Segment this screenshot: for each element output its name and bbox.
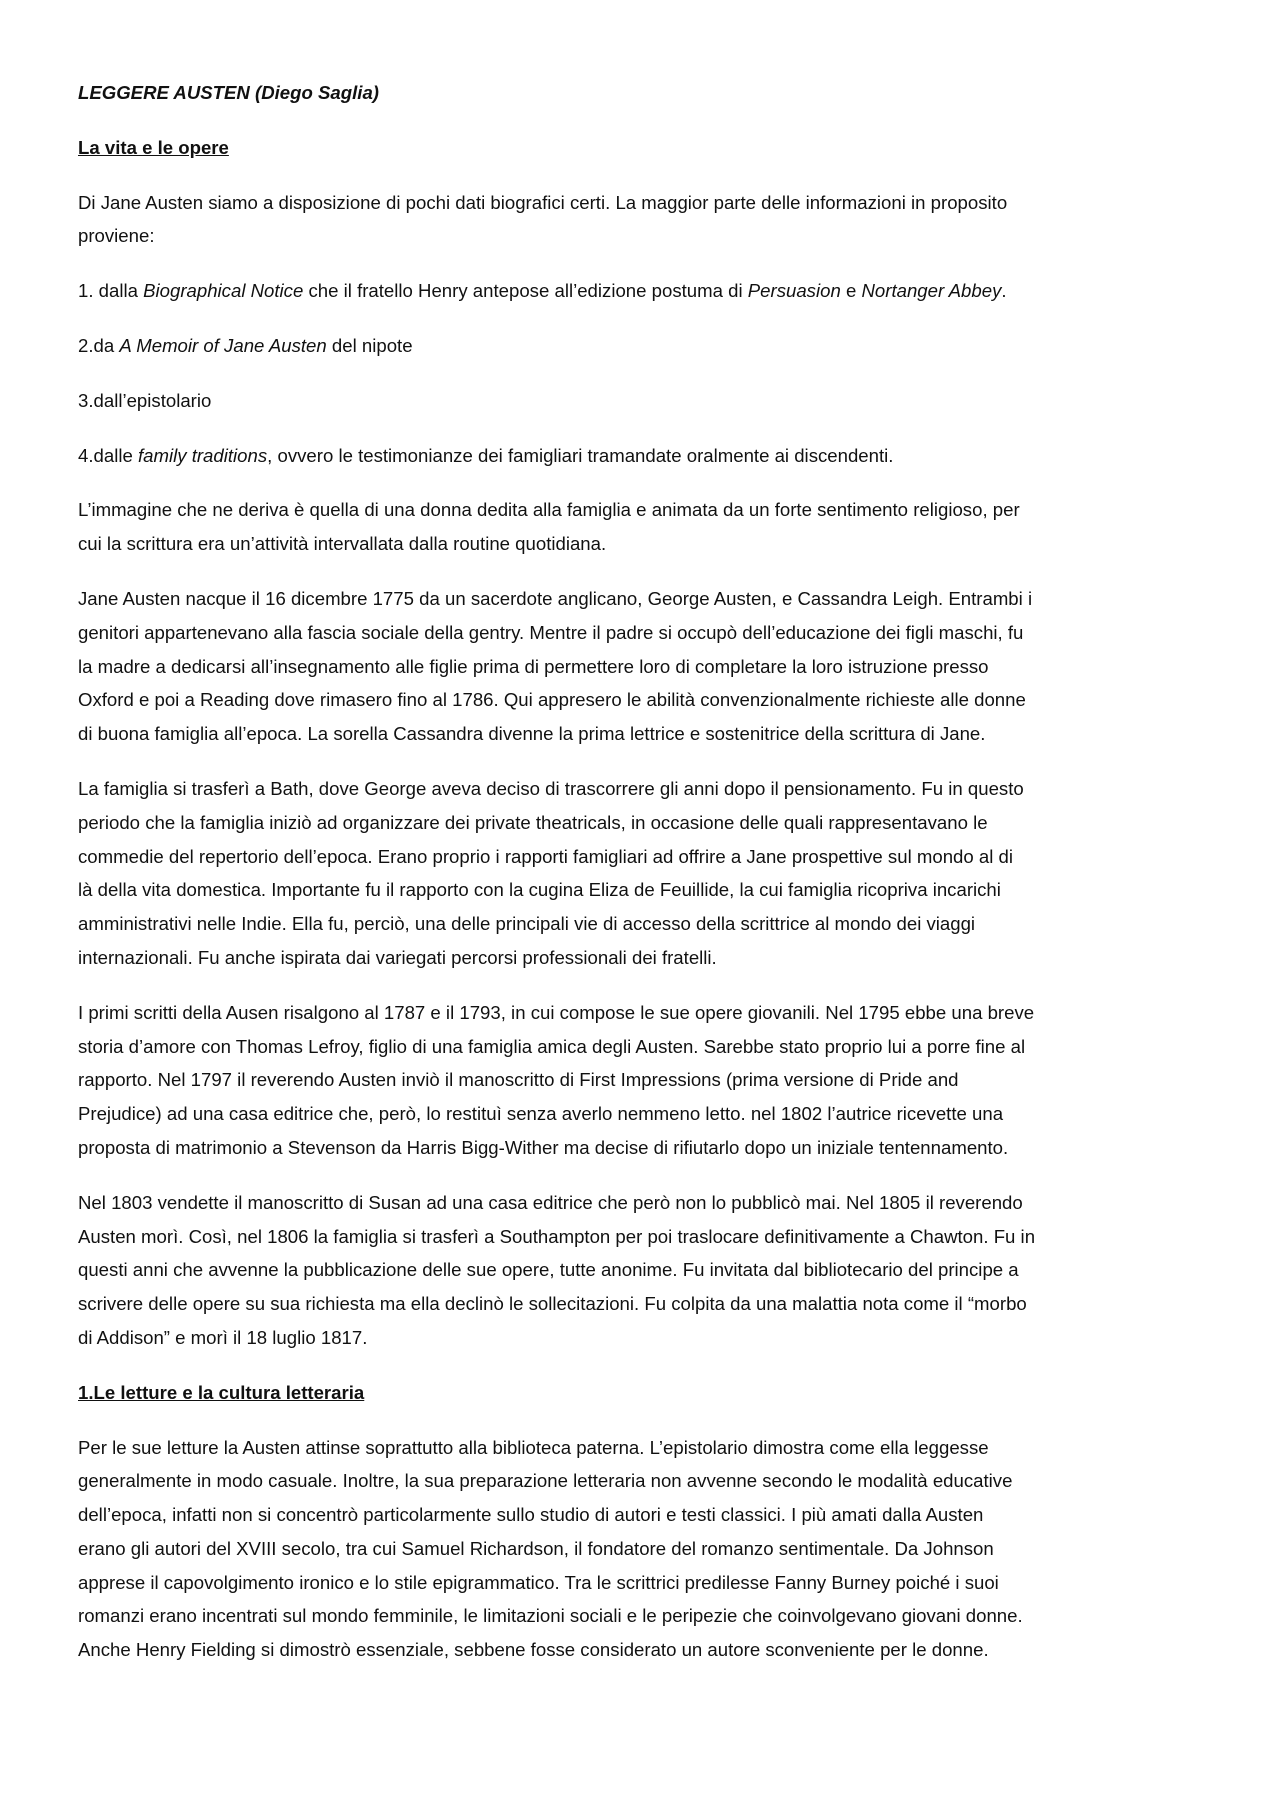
paragraph <box>78 493 1258 561</box>
text-run: e <box>840 280 862 302</box>
text-line <box>78 1186 1258 1220</box>
text-line <box>78 1220 1258 1254</box>
text-line <box>78 1498 1258 1532</box>
text-run: LEGGERE AUSTEN (Diego Saglia) <box>78 82 379 103</box>
text-line <box>78 439 1258 473</box>
italic-text: Nortanger Abbey <box>861 280 1002 302</box>
text-run: là della vita domestica. Importante fu il rapporto con la cugina Eliza de Feuillide, la cui famiglia ricopriva incarichi <box>78 879 1001 901</box>
text-run: I primi scritti della Ausen risalgono al 1787 e il 1793, in cui compose le sue opere giovanili. Nel 1795 ebbe una breve <box>78 1001 1035 1023</box>
text-line <box>78 1321 1258 1355</box>
text-run: di Addison” e morì il 18 luglio 1817. <box>78 1326 368 1348</box>
text-run: che il fratello Henry antepose all’edizione postuma di <box>303 280 748 302</box>
paragraph <box>78 439 1258 473</box>
text-run: cui la scrittura era un’attività intervallata dalla routine quotidiana. <box>78 533 607 555</box>
text-line <box>78 493 1258 527</box>
text-line <box>78 1431 1258 1465</box>
text-run: Per le sue letture la Austen attinse soprattutto alla biblioteca paterna. L’epistolario dimostra come ella leggesse <box>78 1436 989 1458</box>
text-line <box>78 384 1258 418</box>
paragraph <box>78 996 1258 1165</box>
text-run: . <box>1001 280 1007 302</box>
text-run: periodo che la famiglia iniziò ad organizzare dei private theatricals, in occasione delle quali rappresentavano le <box>78 811 988 833</box>
text-line <box>78 772 1258 806</box>
text-run: rapporto. Nel 1797 il reverendo Austen inviò il manoscritto di First Impressions (prima versione di Pride and <box>78 1069 959 1091</box>
paragraph <box>78 772 1258 975</box>
paragraph <box>78 329 1258 363</box>
text-line <box>78 131 1258 165</box>
text-line <box>78 274 1258 308</box>
text-run: 1.Le letture e la cultura letteraria <box>78 1381 365 1403</box>
text-run: romanzi erano incentrati sul mondo femminile, le limitazioni sociali e le peripezie che coinvolgevano giovani donne. <box>78 1605 1023 1627</box>
text-run: amministrativi nelle Indie. Ella fu, perciò, una delle principali vie di accesso della scrittrice al mondo dei viaggi <box>78 913 976 935</box>
document-page <box>78 76 1258 1688</box>
text-line <box>78 1376 1258 1410</box>
text-run: generalmente in modo casuale. Inoltre, la sua preparazione letteraria non avvenne secondo le modalità educative <box>78 1470 1013 1492</box>
text-run: L’immagine che ne deriva è quella di una donna dedita alla famiglia e animata da un forte sentimento religioso, per <box>78 499 1020 521</box>
text-run: la madre a dedicarsi all’insegnamento alle figlie prima di permettere loro di completare la loro istruzione presso <box>78 655 989 677</box>
italic-text: Persuasion <box>747 280 841 302</box>
text-run: di buona famiglia all’epoca. La sorella Cassandra divenne la prima lettrice e sostenitrice della scrittura di Jane. <box>78 723 986 745</box>
section-heading <box>78 131 1258 165</box>
text-run: 1. dalla <box>78 280 144 302</box>
text-line <box>78 527 1258 561</box>
paragraph <box>78 1431 1258 1668</box>
text-run: erano gli autori del XVIII secolo, tra cui Samuel Richardson, il fondatore del romanzo sentimentale. Da Johnson <box>78 1537 994 1559</box>
text-line <box>78 941 1258 975</box>
paragraph <box>78 186 1258 254</box>
text-line <box>78 1633 1258 1667</box>
text-line <box>78 650 1258 684</box>
text-run: storia d’amore con Thomas Lefroy, figlio di una famiglia amica degli Austen. Sarebbe stato proprio lui a porre fine al <box>78 1035 1026 1057</box>
paragraph <box>78 274 1258 308</box>
text-line <box>78 1532 1258 1566</box>
text-run: del nipote <box>326 334 413 356</box>
text-run: Austen morì. Così, nel 1806 la famiglia si trasferì a Southampton per poi traslocare definitivamente a Chawton. Fu in <box>78 1225 1036 1247</box>
text-line <box>78 683 1258 717</box>
text-run: 2.da <box>78 334 120 356</box>
text-line <box>78 219 1258 253</box>
text-line <box>78 717 1258 751</box>
text-run: proviene: <box>78 225 155 247</box>
text-run: scrivere delle opere su sua richiesta ma ella declinò le sollecitazioni. Fu colpita da una malattia nota come il “morbo <box>78 1293 1027 1315</box>
italic-text: family traditions <box>137 444 268 466</box>
text-run: dell’epoca, infatti non si concentrò particolarmente sullo studio di autori e testi classici. I più amati dalla Austen <box>78 1504 984 1526</box>
text-line <box>78 1131 1258 1165</box>
italic-text: Biographical Notice <box>143 280 304 302</box>
text-line <box>78 840 1258 874</box>
paragraph <box>78 582 1258 751</box>
paragraph <box>78 384 1258 418</box>
text-line <box>78 329 1258 363</box>
text-run: internazionali. Fu anche ispirata dai variegati percorsi professionali dei fratelli. <box>78 946 717 968</box>
text-run: Prejudice) ad una casa editrice che, però, lo restituì senza averlo nemmeno letto. nel 1802 l’autrice ricevette una <box>78 1103 1004 1125</box>
text-run: Jane Austen nacque il 16 dicembre 1775 da un sacerdote anglicano, George Austen, e Cassandra Leigh. Entrambi i <box>78 587 1033 609</box>
text-line <box>78 1097 1258 1131</box>
text-line <box>78 1464 1258 1498</box>
text-line <box>78 186 1258 220</box>
text-run: apprese il capovolgimento ironico e lo stile epigrammatico. Tra le scrittrici predilesse Fanny Burney poiché i suoi <box>78 1571 999 1593</box>
text-run: proposta di matrimonio a Stevenson da Harris Bigg-Wither ma decise di rifiutarlo dopo un iniziale tentennamento. <box>78 1136 1009 1158</box>
text-run: 3.dall’epistolario <box>78 389 212 411</box>
text-line <box>78 806 1258 840</box>
paragraph <box>78 1186 1258 1355</box>
text-line <box>78 873 1258 907</box>
text-run: , ovvero le testimonianze dei famigliari tramandate oralmente ai discendenti. <box>267 444 894 466</box>
text-run: commedie del repertorio dell’epoca. Erano proprio i rapporti famigliari ad offrire a Jane prospettive sul mondo al di <box>78 845 1013 867</box>
text-line <box>78 1030 1258 1064</box>
text-run: La famiglia si trasferì a Bath, dove George aveva deciso di trascorrere gli anni dopo il pensionamento. Fu in questo <box>78 777 1024 799</box>
document-title <box>78 76 1258 110</box>
text-run: questi anni che avvenne la pubblicazione delle sue opere, tutte anonime. Fu invitata dal bibliotecario del principe a <box>78 1259 1019 1281</box>
text-run: Di Jane Austen siamo a disposizione di pochi dati biografici certi. La maggior parte delle informazioni in proposito <box>78 191 1008 213</box>
text-run: La vita e le opere <box>78 136 229 158</box>
text-line <box>78 1599 1258 1633</box>
text-line <box>78 582 1258 616</box>
section-heading <box>78 1376 1258 1410</box>
text-line <box>78 1063 1258 1097</box>
text-line <box>78 76 1258 110</box>
text-line <box>78 907 1258 941</box>
text-run: Nel 1803 vendette il manoscritto di Susan ad una casa editrice che però non lo pubblicò mai. Nel 1805 il reverendo <box>78 1191 1023 1213</box>
text-line <box>78 1287 1258 1321</box>
text-line <box>78 1253 1258 1287</box>
text-line <box>78 996 1258 1030</box>
text-run: Oxford e poi a Reading dove rimasero fino al 1786. Qui appresero le abilità convenzionalmente richieste alle donne <box>78 689 1026 711</box>
text-run: 4.dalle <box>78 444 138 466</box>
text-line <box>78 1566 1258 1600</box>
text-line <box>78 616 1258 650</box>
italic-text: A Memoir of Jane Austen <box>119 334 327 356</box>
text-run: Anche Henry Fielding si dimostrò essenziale, sebbene fosse considerato un autore sconveniente per le donne. <box>78 1639 989 1661</box>
text-run: genitori appartenevano alla fascia sociale della gentry. Mentre il padre si occupò dell’educazione dei figli maschi, fu <box>78 621 1024 643</box>
